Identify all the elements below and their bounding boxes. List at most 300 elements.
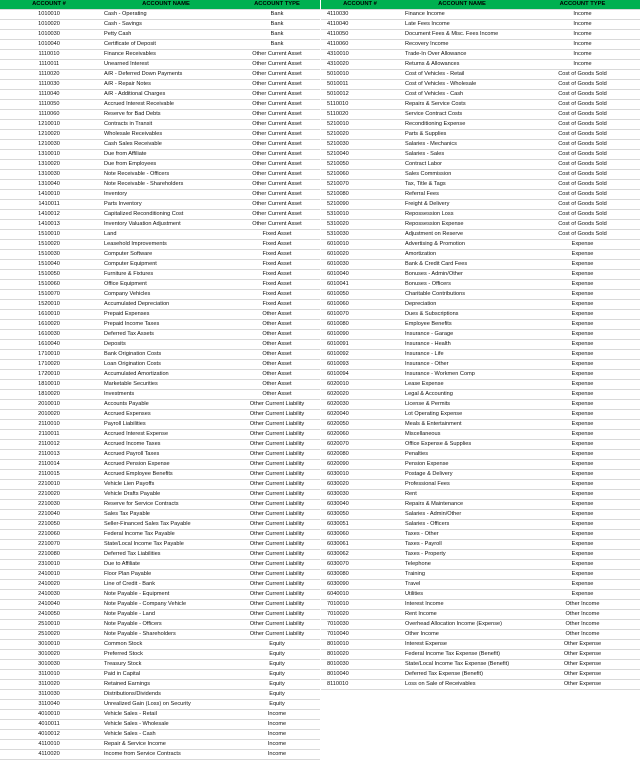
account-number-cell: 2210080: [0, 550, 98, 560]
right-account-name-column: [399, 0, 525, 760]
account-number-cell: 1510020: [0, 240, 98, 250]
right-account-number-column: [321, 0, 399, 760]
account-type-cell: Other Current Liability: [234, 610, 320, 620]
account-number-cell: 3010030: [0, 660, 98, 670]
account-type-cell: Other Current Liability: [234, 580, 320, 590]
account-number-cell: 4110040: [321, 20, 399, 30]
account-name-cell: Accrued Payroll Taxes: [98, 450, 234, 460]
left-account-type-column: [234, 0, 320, 760]
account-type-cell: Expense: [525, 290, 640, 300]
account-name-cell: Reconditioning Expense: [399, 120, 525, 130]
account-name-cell: Wholesale Receivables: [98, 130, 234, 140]
account-number-cell: 5110020: [321, 110, 399, 120]
account-number-cell: 6030040: [321, 500, 399, 510]
account-type-cell: Cost of Goods Sold: [525, 120, 640, 130]
account-type-cell: Other Current Asset: [234, 220, 320, 230]
account-number-cell: 2510010: [0, 620, 98, 630]
account-name-cell: Adjustment on Reserve: [399, 230, 525, 240]
account-name-cell: Accumulated Amortization: [98, 370, 234, 380]
account-name-cell: Sales Tax Payable: [98, 510, 234, 520]
account-number-cell: 5210080: [321, 190, 399, 200]
account-number-cell: 7010010: [321, 600, 399, 610]
account-name-cell: Taxes - Other: [399, 530, 525, 540]
account-name-cell: Deferred Tax Assets: [98, 330, 234, 340]
account-number-cell: 4010010: [0, 710, 98, 720]
account-number-cell: 4110050: [321, 30, 399, 40]
account-name-cell: Distributions/Dividends: [98, 690, 234, 700]
account-name-cell: Accrued Pension Expense: [98, 460, 234, 470]
account-name-cell: Lease Expense: [399, 380, 525, 390]
account-name-cell: Training: [399, 570, 525, 580]
account-type-cell: Expense: [525, 380, 640, 390]
account-name-cell: Accrued Income Taxes: [98, 440, 234, 450]
account-name-cell: Note Receivable - Officers: [98, 170, 234, 180]
account-name-cell: Repairs & Service Costs: [399, 100, 525, 110]
account-name-cell: Late Fees Income: [399, 20, 525, 30]
account-name-cell: Freight & Delivery: [399, 200, 525, 210]
account-type-cell: Other Expense: [525, 660, 640, 670]
account-type-cell: Other Current Liability: [234, 420, 320, 430]
account-number-cell: 6020080: [321, 450, 399, 460]
account-name-cell: Payroll Liabilities: [98, 420, 234, 430]
account-number-cell: 2410020: [0, 580, 98, 590]
account-number-cell: 1310020: [0, 160, 98, 170]
account-name-cell: Parts & Supplies: [399, 130, 525, 140]
account-type-cell: Other Current Liability: [234, 500, 320, 510]
account-number-cell: 1010030: [0, 30, 98, 40]
account-type-cell: Income: [525, 60, 640, 70]
account-type-cell: Expense: [525, 390, 640, 400]
account-number-cell: 7010030: [321, 620, 399, 630]
account-type-cell: Fixed Asset: [234, 260, 320, 270]
account-name-cell: Due from Affiliate: [98, 150, 234, 160]
account-number-cell: 1610040: [0, 340, 98, 350]
account-type-cell: Equity: [234, 670, 320, 680]
account-type-cell: Bank: [234, 10, 320, 20]
account-name-cell: Returns & Allowances: [399, 60, 525, 70]
account-name-cell: Floor Plan Payable: [98, 570, 234, 580]
account-number-cell: 6020030: [321, 400, 399, 410]
account-type-cell: Cost of Goods Sold: [525, 90, 640, 100]
account-type-cell: Other Current Liability: [234, 510, 320, 520]
account-number-cell: 1610020: [0, 320, 98, 330]
account-number-cell: 6030050: [321, 510, 399, 520]
account-name-cell: Amortization: [399, 250, 525, 260]
account-number-cell: 4010011: [0, 720, 98, 730]
account-number-cell: 4110030: [321, 10, 399, 20]
account-number-cell: 6020010: [321, 380, 399, 390]
account-name-cell: Employee Benefits: [399, 320, 525, 330]
account-name-cell: License & Permits: [399, 400, 525, 410]
account-name-cell: Insurance - Health: [399, 340, 525, 350]
account-name-cell: Due from Employees: [98, 160, 234, 170]
account-number-cell: 2010020: [0, 410, 98, 420]
account-name-cell: Finance Receivables: [98, 50, 234, 60]
account-name-cell: Salaries - Admin/Other: [399, 510, 525, 520]
account-number-cell: 1110060: [0, 110, 98, 120]
account-number-cell: 8010010: [321, 640, 399, 650]
account-type-cell: Cost of Goods Sold: [525, 230, 640, 240]
account-name-cell: Contract Labor: [399, 160, 525, 170]
account-type-cell: Expense: [525, 460, 640, 470]
account-type-cell: Expense: [525, 400, 640, 410]
account-name-cell: Federal Income Tax Expense (Benefit): [399, 650, 525, 660]
account-type-cell: Expense: [525, 470, 640, 480]
account-type-cell: Other Current Asset: [234, 80, 320, 90]
account-type-cell: Expense: [525, 580, 640, 590]
account-name-cell: A/R - Repair Notes: [98, 80, 234, 90]
left-account-number-header: ACCOUNT #: [0, 0, 98, 10]
account-number-cell: 1010020: [0, 20, 98, 30]
account-number-cell: 5210030: [321, 140, 399, 150]
account-name-cell: Treasury Stock: [98, 660, 234, 670]
account-type-cell: Expense: [525, 280, 640, 290]
account-number-cell: 3010010: [0, 640, 98, 650]
account-name-cell: Due to Affiliate: [98, 560, 234, 570]
account-type-cell: Other Current Asset: [234, 150, 320, 160]
account-type-cell: Other Current Asset: [234, 180, 320, 190]
account-name-cell: Recovery Income: [399, 40, 525, 50]
account-number-cell: 6030020: [321, 480, 399, 490]
account-number-cell: 7010020: [321, 610, 399, 620]
account-type-cell: Fixed Asset: [234, 270, 320, 280]
account-number-cell: 6010090: [321, 330, 399, 340]
account-number-cell: 2410040: [0, 600, 98, 610]
account-number-cell: 6030061: [321, 540, 399, 550]
account-type-cell: Other Current Liability: [234, 400, 320, 410]
account-number-cell: 4010012: [0, 730, 98, 740]
account-number-cell: 6020020: [321, 390, 399, 400]
account-number-cell: 6010010: [321, 240, 399, 250]
account-name-cell: Loan Origination Costs: [98, 360, 234, 370]
account-number-cell: 2310010: [0, 560, 98, 570]
account-type-cell: Other Income: [525, 610, 640, 620]
account-name-cell: Interest Expense: [399, 640, 525, 650]
account-name-cell: Preferred Stock: [98, 650, 234, 660]
account-type-cell: Other Current Asset: [234, 190, 320, 200]
account-type-cell: Equity: [234, 660, 320, 670]
account-name-cell: Bonuses - Officers: [399, 280, 525, 290]
account-number-cell: 6010020: [321, 250, 399, 260]
account-type-cell: Fixed Asset: [234, 290, 320, 300]
account-number-cell: 6010060: [321, 300, 399, 310]
account-type-cell: Cost of Goods Sold: [525, 210, 640, 220]
account-number-cell: 5010011: [321, 80, 399, 90]
account-number-cell: 5010010: [321, 70, 399, 80]
account-number-cell: 5210040: [321, 150, 399, 160]
account-number-cell: 6030090: [321, 580, 399, 590]
account-type-cell: Income: [525, 10, 640, 20]
account-name-cell: Rent: [399, 490, 525, 500]
account-name-cell: Salaries - Sales: [399, 150, 525, 160]
account-name-cell: A/R - Deferred Down Payments: [98, 70, 234, 80]
account-type-cell: Other Current Liability: [234, 560, 320, 570]
account-name-cell: Office Equipment: [98, 280, 234, 290]
account-name-cell: Finance Income: [399, 10, 525, 20]
account-number-cell: 4110020: [0, 750, 98, 760]
account-number-cell: 6010040: [321, 270, 399, 280]
account-name-cell: Bank & Credit Card Fees: [399, 260, 525, 270]
account-name-cell: Paid in Capital: [98, 670, 234, 680]
account-number-cell: 2410050: [0, 610, 98, 620]
account-number-cell: 3110020: [0, 680, 98, 690]
account-type-cell: Expense: [525, 480, 640, 490]
account-name-cell: Cash - Operating: [98, 10, 234, 20]
account-type-cell: Income: [525, 50, 640, 60]
right-account-name-header: ACCOUNT NAME: [399, 0, 525, 10]
account-name-cell: Computer Software: [98, 250, 234, 260]
account-name-cell: Taxes - Payroll: [399, 540, 525, 550]
account-name-cell: Rent Income: [399, 610, 525, 620]
account-type-cell: Other Income: [525, 620, 640, 630]
account-type-cell: Expense: [525, 520, 640, 530]
account-type-cell: Other Current Liability: [234, 550, 320, 560]
account-name-cell: Overhead Allocation Income (Expense): [399, 620, 525, 630]
account-number-cell: 2210010: [0, 480, 98, 490]
account-type-cell: Other Asset: [234, 380, 320, 390]
account-name-cell: Legal & Accounting: [399, 390, 525, 400]
account-number-cell: 6020060: [321, 430, 399, 440]
account-name-cell: Reserve for Service Contracts: [98, 500, 234, 510]
account-name-cell: Dues & Subscriptions: [399, 310, 525, 320]
account-number-cell: 5210070: [321, 180, 399, 190]
account-number-cell: 2110012: [0, 440, 98, 450]
account-type-cell: Other Expense: [525, 640, 640, 650]
account-type-cell: Fixed Asset: [234, 280, 320, 290]
account-type-cell: Equity: [234, 680, 320, 690]
account-type-cell: Fixed Asset: [234, 300, 320, 310]
account-type-cell: Fixed Asset: [234, 240, 320, 250]
account-name-cell: Repossession Loss: [399, 210, 525, 220]
account-type-cell: Expense: [525, 500, 640, 510]
account-number-cell: 6010050: [321, 290, 399, 300]
account-number-cell: 6030051: [321, 520, 399, 530]
account-name-cell: Unearned Interest: [98, 60, 234, 70]
account-type-cell: Expense: [525, 550, 640, 560]
account-type-cell: Expense: [525, 540, 640, 550]
account-type-cell: Other Asset: [234, 340, 320, 350]
account-type-cell: Income: [525, 20, 640, 30]
account-name-cell: Vehicle Sales - Wholesale: [98, 720, 234, 730]
account-number-cell: 1110030: [0, 80, 98, 90]
account-name-cell: Postage & Delivery: [399, 470, 525, 480]
account-number-cell: 1510060: [0, 280, 98, 290]
account-number-cell: 1710010: [0, 350, 98, 360]
account-name-cell: State/Local Income Tax Expense (Benefit): [399, 660, 525, 670]
account-name-cell: Cash Sales Receivable: [98, 140, 234, 150]
account-type-cell: Income: [234, 750, 320, 760]
account-name-cell: Note Payable - Officers: [98, 620, 234, 630]
account-type-cell: Expense: [525, 590, 640, 600]
account-name-cell: Prepaid Expenses: [98, 310, 234, 320]
account-number-cell: 6010070: [321, 310, 399, 320]
account-number-cell: 6020070: [321, 440, 399, 450]
account-type-cell: Other Current Liability: [234, 490, 320, 500]
account-type-cell: Cost of Goods Sold: [525, 100, 640, 110]
account-type-cell: Other Expense: [525, 650, 640, 660]
account-name-cell: State/Local Income Tax Payable: [98, 540, 234, 550]
right-account-type-column: [525, 0, 640, 760]
account-name-cell: Salaries - Mechanics: [399, 140, 525, 150]
account-number-cell: 2110013: [0, 450, 98, 460]
account-type-cell: Bank: [234, 40, 320, 50]
account-name-cell: Note Receivable - Shareholders: [98, 180, 234, 190]
account-number-cell: 8010030: [321, 660, 399, 670]
account-name-cell: Inventory: [98, 190, 234, 200]
right-account-type-header: ACCOUNT TYPE: [525, 0, 640, 10]
account-type-cell: Other Income: [525, 600, 640, 610]
account-number-cell: 1810010: [0, 380, 98, 390]
account-number-cell: 1510010: [0, 230, 98, 240]
account-number-cell: 3110030: [0, 690, 98, 700]
account-type-cell: Bank: [234, 30, 320, 40]
account-number-cell: 1110040: [0, 90, 98, 100]
account-number-cell: 6010080: [321, 320, 399, 330]
account-number-cell: 1510050: [0, 270, 98, 280]
account-number-cell: 2210050: [0, 520, 98, 530]
account-name-cell: Accumulated Depreciation: [98, 300, 234, 310]
account-name-cell: Inventory Valuation Adjustment: [98, 220, 234, 230]
account-type-cell: Other Current Asset: [234, 90, 320, 100]
account-number-cell: 6030070: [321, 560, 399, 570]
account-number-cell: 8010020: [321, 650, 399, 660]
account-name-cell: Insurance - Other: [399, 360, 525, 370]
account-type-cell: Cost of Goods Sold: [525, 80, 640, 90]
account-type-cell: Other Current Liability: [234, 570, 320, 580]
account-number-cell: 1810020: [0, 390, 98, 400]
account-type-cell: Other Asset: [234, 350, 320, 360]
account-number-cell: 1210010: [0, 120, 98, 130]
left-account-number-column: [0, 0, 98, 760]
account-type-cell: Other Current Liability: [234, 450, 320, 460]
account-number-cell: 1110020: [0, 70, 98, 80]
account-type-cell: Expense: [525, 420, 640, 430]
account-type-cell: Other Current Liability: [234, 480, 320, 490]
account-name-cell: Referral Fees: [399, 190, 525, 200]
account-type-cell: Other Current Asset: [234, 160, 320, 170]
account-number-cell: 6030010: [321, 470, 399, 480]
account-number-cell: 5310020: [321, 220, 399, 230]
account-number-cell: 2410010: [0, 570, 98, 580]
account-type-cell: Other Current Asset: [234, 120, 320, 130]
account-name-cell: Lot Operating Expense: [399, 410, 525, 420]
account-type-cell: Expense: [525, 250, 640, 260]
account-name-cell: Vehicle Drafts Payable: [98, 490, 234, 500]
account-number-cell: 1010010: [0, 10, 98, 20]
account-number-cell: 5010012: [321, 90, 399, 100]
account-name-cell: Meals & Entertainment: [399, 420, 525, 430]
account-number-cell: 1510070: [0, 290, 98, 300]
account-name-cell: Vehicle Lien Payoffs: [98, 480, 234, 490]
account-number-cell: 6010041: [321, 280, 399, 290]
account-type-cell: Fixed Asset: [234, 230, 320, 240]
account-type-cell: Expense: [525, 410, 640, 420]
account-number-cell: 1410010: [0, 190, 98, 200]
account-name-cell: Common Stock: [98, 640, 234, 650]
account-number-cell: 1710020: [0, 360, 98, 370]
account-name-cell: Note Payable - Company Vehicle: [98, 600, 234, 610]
account-name-cell: Pension Expense: [399, 460, 525, 470]
account-name-cell: Vehicle Sales - Cash: [98, 730, 234, 740]
account-number-cell: 3010020: [0, 650, 98, 660]
account-number-cell: 5210020: [321, 130, 399, 140]
account-type-cell: Cost of Goods Sold: [525, 190, 640, 200]
account-type-cell: Expense: [525, 430, 640, 440]
account-name-cell: Deposits: [98, 340, 234, 350]
account-type-cell: Equity: [234, 640, 320, 650]
account-number-cell: 6020050: [321, 420, 399, 430]
account-type-cell: Equity: [234, 650, 320, 660]
account-name-cell: Loss on Sale of Receivables: [399, 680, 525, 690]
account-type-cell: Cost of Goods Sold: [525, 140, 640, 150]
account-type-cell: Expense: [525, 560, 640, 570]
account-name-cell: Telephone: [399, 560, 525, 570]
account-type-cell: Cost of Goods Sold: [525, 110, 640, 120]
account-name-cell: Cost of Vehicles - Cash: [399, 90, 525, 100]
account-number-cell: 2110014: [0, 460, 98, 470]
account-name-cell: Accrued Interest Receivable: [98, 100, 234, 110]
account-name-cell: Federal Income Tax Payable: [98, 530, 234, 540]
account-type-cell: Other Current Asset: [234, 210, 320, 220]
account-type-cell: Expense: [525, 370, 640, 380]
account-type-cell: Cost of Goods Sold: [525, 130, 640, 140]
account-name-cell: Cost of Vehicles - Retail: [399, 70, 525, 80]
account-type-cell: Expense: [525, 240, 640, 250]
account-type-cell: Expense: [525, 330, 640, 340]
account-type-cell: Other Current Liability: [234, 430, 320, 440]
account-type-cell: Income: [525, 30, 640, 40]
account-type-cell: Fixed Asset: [234, 250, 320, 260]
account-name-cell: Investments: [98, 390, 234, 400]
account-number-cell: 1310040: [0, 180, 98, 190]
account-type-cell: Cost of Goods Sold: [525, 160, 640, 170]
account-number-cell: 1310010: [0, 150, 98, 160]
account-name-cell: Cash - Savings: [98, 20, 234, 30]
right-account-number-header: ACCOUNT #: [321, 0, 399, 10]
account-type-cell: Income: [234, 710, 320, 720]
account-number-cell: 5210060: [321, 170, 399, 180]
account-number-cell: 1610030: [0, 330, 98, 340]
account-type-cell: Other Expense: [525, 670, 640, 680]
account-name-cell: Penalties: [399, 450, 525, 460]
account-type-cell: Other Current Asset: [234, 110, 320, 120]
account-number-cell: 6030060: [321, 530, 399, 540]
left-account-type-header: ACCOUNT TYPE: [234, 0, 320, 10]
account-name-cell: Retained Earnings: [98, 680, 234, 690]
account-type-cell: Other Current Asset: [234, 60, 320, 70]
account-name-cell: Insurance - Life: [399, 350, 525, 360]
account-name-cell: Contracts in Transit: [98, 120, 234, 130]
account-number-cell: 6030062: [321, 550, 399, 560]
account-number-cell: 6040010: [321, 590, 399, 600]
account-number-cell: 6010091: [321, 340, 399, 350]
left-account-name-column: [98, 0, 234, 760]
account-type-cell: Income: [234, 720, 320, 730]
account-number-cell: 1010040: [0, 40, 98, 50]
account-number-cell: 1310030: [0, 170, 98, 180]
account-type-cell: Other Current Liability: [234, 410, 320, 420]
account-name-cell: Parts Inventory: [98, 200, 234, 210]
account-type-cell: Other Current Liability: [234, 530, 320, 540]
account-number-cell: 1410013: [0, 220, 98, 230]
account-name-cell: Deferred Tax Liabilities: [98, 550, 234, 560]
account-number-cell: 2010010: [0, 400, 98, 410]
account-type-cell: Other Current Liability: [234, 440, 320, 450]
account-number-cell: 5310010: [321, 210, 399, 220]
account-name-cell: Accounts Payable: [98, 400, 234, 410]
account-name-cell: A/R - Additional Charges: [98, 90, 234, 100]
account-number-cell: 2210020: [0, 490, 98, 500]
